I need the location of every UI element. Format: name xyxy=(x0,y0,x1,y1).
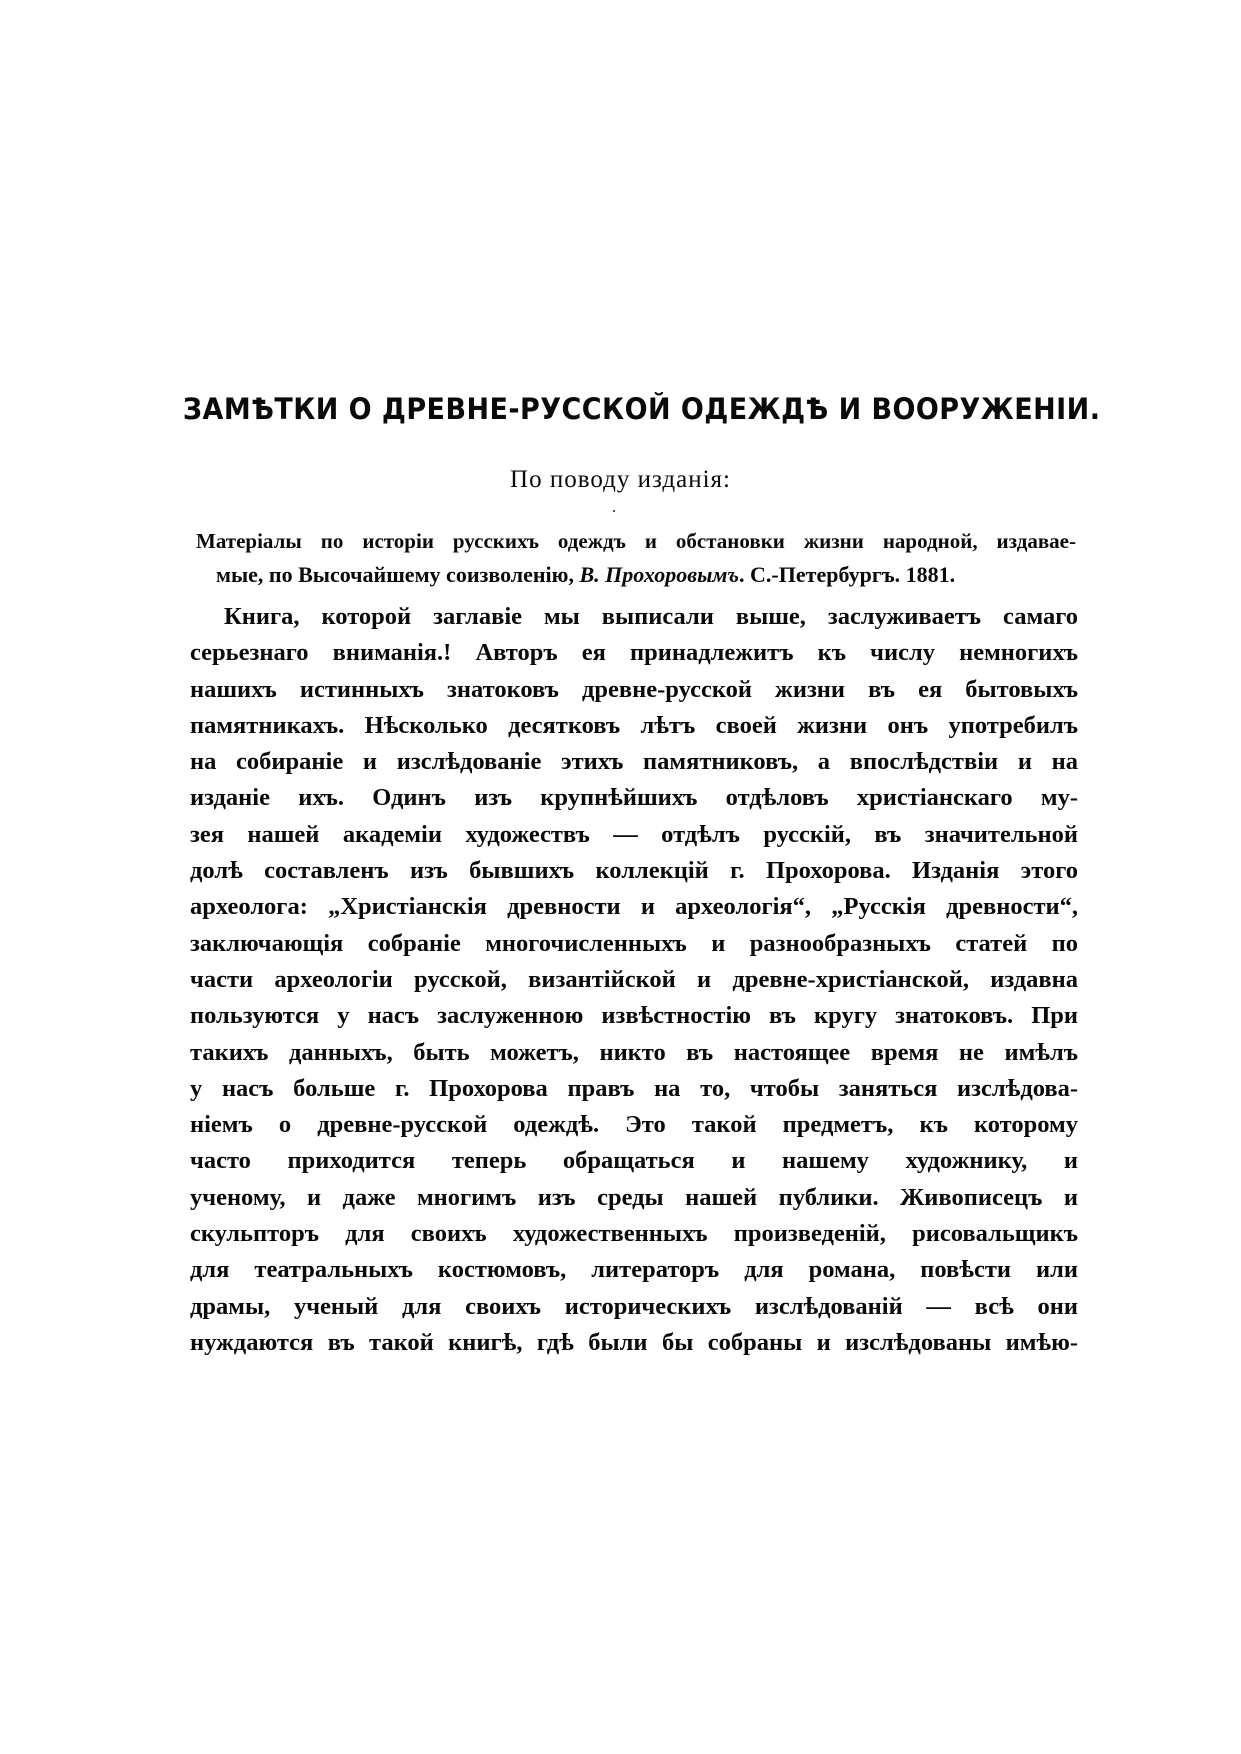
body-line: археолога: „Христіанскія древности и археологія“, „Русскія древности“, xyxy=(190,893,1078,921)
body-line: скульпторъ для своихъ художественныхъ произведеній, рисовальщикъ xyxy=(190,1220,1078,1248)
body-line: части археологіи русской, византійской и древне-христіанской, издавна xyxy=(190,965,1078,993)
body-line: нашихъ истинныхъ знатоковъ древне-русской жизни въ ея бытовыхъ xyxy=(190,675,1078,703)
body-line: для театральныхъ костюмовъ, литераторъ для романа, повѣсти или xyxy=(190,1256,1078,1284)
body-line: на собираніе и изслѣдованіе этихъ памятниковъ, а впослѣдствіи и на xyxy=(190,748,1078,776)
body-line: ученому, и даже многимъ изъ среды нашей публики. Живописецъ и xyxy=(190,1183,1078,1211)
citation-line: Матеріалы по исторіи русскихъ одеждъ и обстановки жизни народной, издавае- xyxy=(196,529,1076,553)
body-line: ніемъ о древне-русской одеждѣ. Это такой предметъ, къ которому xyxy=(190,1111,1078,1139)
body-line: долѣ составленъ изъ бывшихъ коллекцій г. Прохорова. Изданія этого xyxy=(190,857,1078,885)
citation-line xyxy=(196,558,1076,591)
book-citation xyxy=(196,525,1076,591)
citation-text: мые, по Высочайшему соизволенію, xyxy=(216,562,580,587)
article-subtitle: По поводу изданія: xyxy=(510,466,731,493)
body-line: серьезнаго вниманія.! Авторъ ея принадлежитъ къ числу немногихъ xyxy=(190,639,1078,667)
body-line: у насъ больше г. Прохорова правъ на то, чтобы заняться изслѣдова- xyxy=(190,1074,1078,1102)
body-line: такихъ данныхъ, быть можетъ, никто въ настоящее время не имѣлъ xyxy=(190,1038,1078,1066)
body-line: памятникахъ. Нѣсколько десятковъ лѣтъ своей жизни онъ употребилъ xyxy=(190,711,1078,739)
body-line: заключающія собраніе многочисленныхъ и разнообразныхъ статей по xyxy=(190,929,1078,957)
citation-author: В. Прохоровымъ xyxy=(579,562,740,587)
body-line: драмы, ученый для своихъ историческихъ изслѣдованій — всѣ они xyxy=(190,1292,1078,1320)
body-paragraph xyxy=(190,599,1078,1361)
body-line: зея нашей академіи художествъ — отдѣлъ русскій, въ значительной xyxy=(190,820,1078,848)
body-line: часто приходится теперь обращаться и нашему художнику, и xyxy=(190,1147,1078,1175)
body-line: Книга, которой заглавіе мы выписали выше, заслуживаетъ самаго xyxy=(224,603,1078,630)
ink-speck xyxy=(613,510,615,512)
body-line: нуждаются въ такой книгѣ, гдѣ были бы собраны и изслѣдованы имѣю- xyxy=(190,1328,1078,1356)
body-line: изданіе ихъ. Одинъ изъ крупнѣйшихъ отдѣловъ христіанскаго му- xyxy=(190,784,1078,812)
body-line: пользуются у насъ заслуженною извѣстностію въ кругу знатоковъ. При xyxy=(190,1002,1078,1030)
article-title: ЗАМѢТКИ О ДРЕВНЕ-РУССКОЙ ОДЕЖДѢ И ВООРУЖЕНІИ. xyxy=(182,392,1101,426)
citation-text: . С.-Петербургъ. 1881. xyxy=(739,562,956,587)
